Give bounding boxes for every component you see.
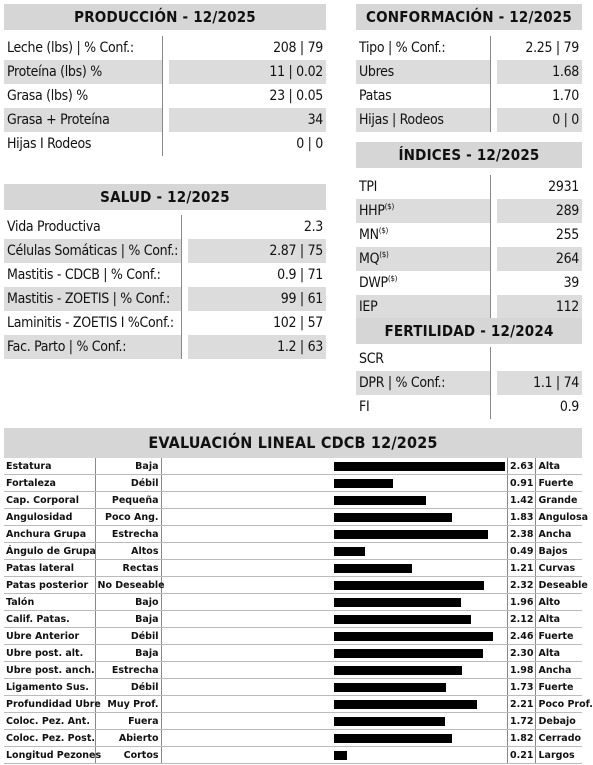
trait-bar-cell [161,611,507,628]
row-value: 39 [563,275,579,291]
trait-bar [334,547,366,556]
trait-bar [334,615,472,624]
trait-bar [334,564,413,573]
trait-bar [334,496,426,505]
trait-left-descriptor: Altos [95,543,161,560]
trait-bar-cell [161,560,507,577]
lineal-row [4,662,582,679]
table-row [356,108,582,132]
table-row [356,295,582,319]
trait-left-descriptor: Baja [95,645,161,662]
row-label: Leche (lbs) | % Conf.: [7,40,134,56]
indices-title: ÍNDICES - 12/2025 [356,142,582,168]
trait-value: 1.72 [507,713,535,730]
row-value: 102 | 57 [273,315,323,331]
salud-section [4,184,326,359]
trait-bar [334,717,446,726]
trait-bar [334,479,393,488]
trait-name: Angulosidad [4,509,95,526]
table-row [356,199,582,223]
table-row [356,36,582,60]
trait-name: Ligamento Sus. [4,679,95,696]
trait-bar-cell [161,492,507,509]
lineal-row [4,628,582,645]
row-value: 2.25 | 79 [525,40,579,56]
trait-value: 1.73 [507,679,535,696]
trait-bar [334,581,485,590]
table-row [4,36,326,60]
indices-section [356,142,582,319]
table-row [356,175,582,199]
trait-bar-cell [161,475,507,492]
trait-left-descriptor: Pequeña [95,492,161,509]
row-sup: ($) [378,226,388,235]
trait-left-descriptor: Estrecha [95,526,161,543]
lineal-row [4,526,582,543]
trait-left-descriptor: No Deseable [95,577,161,594]
trait-left-descriptor: Débil [95,628,161,645]
table-row [356,223,582,247]
lineal-row [4,458,582,475]
trait-bar [334,666,463,675]
trait-value: 1.21 [507,560,535,577]
trait-left-descriptor: Débil [95,475,161,492]
row-value: 23 | 0.05 [269,88,323,104]
row-value: 2.87 | 75 [188,239,326,263]
trait-bar [334,734,452,743]
row-sup: ($) [384,202,394,211]
evaluacion-lineal-section [4,428,593,764]
table-row [4,84,326,108]
trait-left-descriptor: Rectas [95,560,161,577]
row-value: 2931 [548,179,579,195]
row-label: Grasa (lbs) % [7,88,88,104]
trait-value: 2.46 [507,628,535,645]
trait-name: Ángulo de Grupa [4,543,95,560]
row-label: Hijas | Rodeos [356,108,491,132]
lineal-row [4,509,582,526]
row-label: MN [359,227,379,243]
lineal-row [4,645,582,662]
trait-right-descriptor: Largos [535,747,582,764]
trait-bar-cell [161,509,507,526]
trait-value: 1.82 [507,730,535,747]
trait-bar [334,598,461,607]
trait-right-descriptor: Angulosa [535,509,582,526]
row-label: Hijas I Rodeos [7,136,92,152]
lineal-row [4,543,582,560]
trait-value: 2.63 [507,458,535,475]
trait-name: Profundidad Ubre [4,696,95,713]
trait-left-descriptor: Bajo [95,594,161,611]
trait-name: Patas posterior [4,577,95,594]
trait-bar [334,683,446,692]
table-row [356,84,582,108]
trait-right-descriptor: Fuerte [535,679,582,696]
trait-value: 0.21 [507,747,535,764]
trait-right-descriptor: Debajo [535,713,582,730]
fertilidad-table [356,347,582,419]
row-label: HHP [359,203,385,219]
table-row [4,108,326,132]
trait-right-descriptor: Deseable [535,577,582,594]
trait-bar [334,462,505,471]
row-value: 1.68 [497,60,582,84]
trait-name: Longitud Pezones [4,747,95,764]
trait-right-descriptor: Bajos [535,543,582,560]
row-value [497,347,582,371]
table-row [356,347,582,371]
evaluacion-lineal-title: EVALUACIÓN LINEAL CDCB 12/2025 [4,428,582,458]
trait-value: 2.32 [507,577,535,594]
row-value: 255 [555,227,579,243]
trait-name: Ubre post. anch. [4,662,95,679]
trait-left-descriptor: Poco Ang. [95,509,161,526]
trait-name: Fortaleza [4,475,95,492]
row-value: 0 | 0 [296,136,323,152]
trait-bar-cell [161,594,507,611]
row-label: IEP [359,299,378,315]
trait-bar-cell [161,713,507,730]
row-value: 2.3 [303,219,323,235]
produccion-table [4,36,326,156]
row-label: DPR | % Conf.: [356,371,491,395]
trait-right-descriptor: Fuerte [535,475,582,492]
table-row [356,60,582,84]
row-label: MQ [359,251,380,267]
row-label: TPI [359,179,378,195]
trait-right-descriptor: Alta [535,611,582,628]
trait-name: Ubre post. alt. [4,645,95,662]
trait-left-descriptor: Abierto [95,730,161,747]
trait-bar-cell [161,679,507,696]
trait-bar-cell [161,662,507,679]
table-row [4,60,326,84]
trait-bar [334,700,478,709]
row-label: Mastitis - ZOETIS | % Conf.: [4,287,182,311]
row-value: 289 [497,199,582,223]
row-label: Proteína (lbs) % [4,60,163,84]
trait-left-descriptor: Fuera [95,713,161,730]
trait-value: 2.38 [507,526,535,543]
table-row [4,287,326,311]
trait-name: Ubre Anterior [4,628,95,645]
row-value: 1.2 | 63 [188,335,326,359]
row-value: 208 | 79 [273,40,323,56]
trait-bar [334,530,489,539]
trait-value: 2.30 [507,645,535,662]
row-value: 1.1 | 74 [497,371,582,395]
trait-left-descriptor: Cortos [95,747,161,764]
produccion-title: PRODUCCIÓN - 12/2025 [4,4,326,30]
indices-table [356,175,582,319]
trait-value: 1.98 [507,662,535,679]
trait-name: Talón [4,594,95,611]
trait-value: 0.91 [507,475,535,492]
lineal-row [4,492,582,509]
trait-bar-cell [161,543,507,560]
table-row [4,215,326,239]
trait-bar [334,513,453,522]
lineal-row [4,577,582,594]
row-value: 0.9 | 71 [277,267,323,283]
trait-bar-cell [161,628,507,645]
table-row [356,271,582,295]
trait-value: 1.42 [507,492,535,509]
lineal-row [4,747,582,764]
lineal-row [4,713,582,730]
table-row [4,263,326,287]
trait-bar [334,649,484,658]
trait-bar [334,751,348,760]
trait-name: Patas lateral [4,560,95,577]
trait-name: Estatura [4,458,95,475]
trait-right-descriptor: Cerrado [535,730,582,747]
trait-name: Cap. Corporal [4,492,95,509]
trait-right-descriptor: Alta [535,458,582,475]
trait-right-descriptor: Curvas [535,560,582,577]
conformacion-table [356,36,582,132]
trait-name: Calif. Patas. [4,611,95,628]
lineal-row [4,730,582,747]
evaluacion-lineal-table [4,458,593,764]
row-label: Tipo | % Conf.: [359,40,446,56]
row-label: FI [359,399,370,415]
trait-bar-cell [161,747,507,764]
trait-bar-cell [161,696,507,713]
row-value: 0 | 0 [497,108,582,132]
trait-value: 1.83 [507,509,535,526]
row-label: Patas [359,88,392,104]
table-row [356,395,582,419]
trait-right-descriptor: Poco Prof. [535,696,582,713]
table-row [356,247,582,271]
table-row [356,371,582,395]
row-value: 1.70 [552,88,579,104]
row-label: Mastitis - CDCB | % Conf.: [7,267,161,283]
row-value: 99 | 61 [188,287,326,311]
trait-value: 0.49 [507,543,535,560]
table-row [4,132,326,156]
row-value: 11 | 0.02 [169,60,326,84]
row-sup: ($) [379,250,389,259]
trait-right-descriptor: Alta [535,645,582,662]
conformacion-section [356,4,582,132]
fertilidad-section [356,318,582,419]
trait-bar-cell [161,526,507,543]
trait-bar-cell [161,645,507,662]
produccion-section [4,4,326,156]
row-label: SCR [359,351,384,367]
trait-left-descriptor: Baja [95,611,161,628]
trait-bar-cell [161,458,507,475]
row-label: Células Somáticas | % Conf.: [4,239,182,263]
trait-bar-cell [161,577,507,594]
lineal-row [4,475,582,492]
trait-left-descriptor: Estrecha [95,662,161,679]
trait-name: Anchura Grupa [4,526,95,543]
trait-name: Coloc. Pez. Post. [4,730,95,747]
row-sup: ($) [387,274,398,283]
lineal-row [4,594,582,611]
row-value: 264 [497,247,582,271]
fertilidad-title: FERTILIDAD - 12/2024 [356,318,582,344]
trait-name: Coloc. Pez. Ant. [4,713,95,730]
row-value: 0.9 [559,399,579,415]
lineal-row [4,560,582,577]
row-label: DWP [359,275,388,291]
row-label: Vida Productiva [7,219,101,235]
row-label: Ubres [356,60,491,84]
trait-left-descriptor: Muy Prof. [95,696,161,713]
salud-title: SALUD - 12/2025 [4,184,326,210]
table-row [4,311,326,335]
trait-right-descriptor: Ancha [535,662,582,679]
trait-right-descriptor: Grande [535,492,582,509]
trait-value: 2.12 [507,611,535,628]
table-row [4,239,326,263]
lineal-row [4,679,582,696]
trait-bar-cell [161,730,507,747]
row-value: 34 [169,108,326,132]
lineal-row [4,611,582,628]
trait-right-descriptor: Fuerte [535,628,582,645]
conformacion-title: CONFORMACIÓN - 12/2025 [356,4,582,30]
trait-right-descriptor: Ancha [535,526,582,543]
table-row [4,335,326,359]
row-value: 112 [497,295,582,319]
trait-value: 1.96 [507,594,535,611]
trait-value: 2.21 [507,696,535,713]
salud-table [4,215,326,359]
trait-left-descriptor: Baja [95,458,161,475]
row-label: Grasa + Proteína [4,108,163,132]
row-label: Laminitis - ZOETIS I %Conf.: [7,315,174,331]
trait-left-descriptor: Débil [95,679,161,696]
row-label: Fac. Parto | % Conf.: [4,335,182,359]
lineal-row [4,696,582,713]
trait-bar [334,632,494,641]
trait-right-descriptor: Alto [535,594,582,611]
